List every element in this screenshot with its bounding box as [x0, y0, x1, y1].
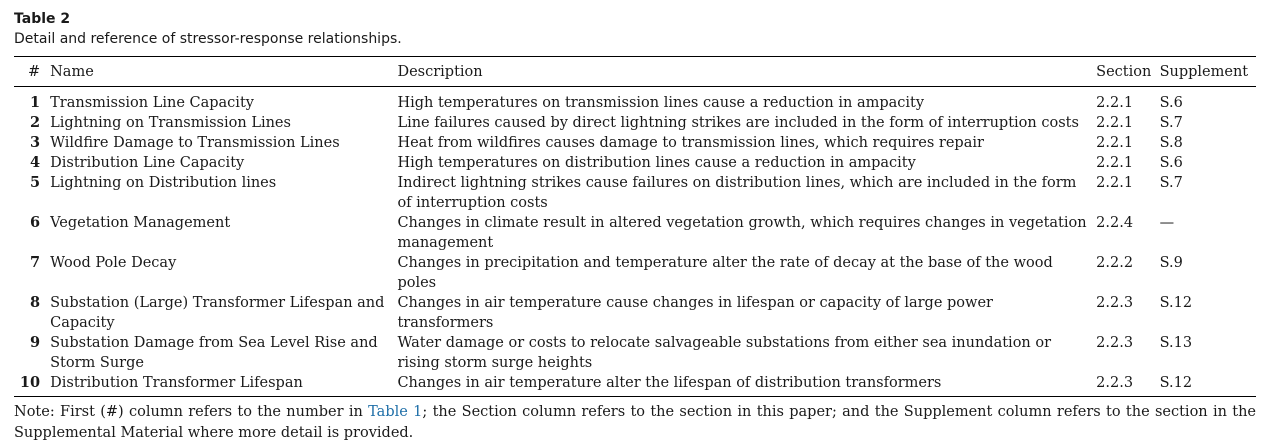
table-row: [14, 87, 1256, 114]
row-name: Distribution Transformer Lifespan: [50, 375, 303, 391]
table-header-row: [14, 57, 1256, 87]
table-row: [14, 293, 1256, 333]
row-section: 2.2.1: [1096, 135, 1134, 151]
table-label: Table 2: [14, 11, 71, 27]
row-num: 8: [30, 294, 41, 311]
row-num: 10: [19, 374, 41, 391]
row-description: Indirect lightning strikes cause failures on distribution lines, which are included in the form of interruption costs: [397, 175, 1077, 211]
row-description: High temperatures on transmission lines cause a reduction in ampacity: [397, 95, 925, 111]
row-supplement: S.6: [1159, 155, 1183, 171]
row-description: Line failures caused by direct lightning strikes are included in the form of interruption costs: [397, 115, 1079, 131]
header-section: Section: [1092, 57, 1155, 87]
row-description: Changes in climate result in altered vegetation growth, which requires changes in vegetation management: [397, 215, 1087, 251]
table-row: [14, 213, 1256, 253]
row-num: 9: [30, 334, 41, 351]
row-num: 3: [30, 134, 41, 151]
row-name: Transmission Line Capacity: [50, 95, 254, 111]
row-section: 2.2.2: [1096, 255, 1134, 271]
row-name: Lightning on Transmission Lines: [50, 115, 291, 131]
row-section: 2.2.1: [1096, 155, 1134, 171]
row-supplement: —: [1159, 215, 1175, 231]
row-num: 6: [30, 214, 41, 231]
note-prefix: Note: First (#) column refers to the number in: [14, 404, 369, 420]
row-supplement: S.12: [1159, 295, 1193, 311]
row-section: 2.2.1: [1096, 95, 1134, 111]
row-name: Wood Pole Decay: [50, 255, 177, 271]
row-description: Changes in air temperature alter the lifespan of distribution transformers: [397, 375, 942, 391]
row-description: High temperatures on distribution lines cause a reduction in ampacity: [397, 155, 916, 171]
table-row: [14, 133, 1256, 153]
row-description: Changes in air temperature cause changes in lifespan or capacity of large power transformers: [397, 295, 993, 331]
row-section: 2.2.4: [1096, 215, 1134, 231]
table-caption: Detail and reference of stressor-response relationships.: [14, 31, 402, 47]
table-bottom-rule: [14, 396, 1256, 397]
row-section: 2.2.3: [1096, 335, 1134, 351]
row-section: 2.2.3: [1096, 375, 1134, 391]
row-supplement: S.9: [1159, 255, 1183, 271]
row-supplement: S.7: [1159, 115, 1183, 131]
row-num: 4: [30, 154, 41, 171]
row-name: Substation Damage from Sea Level Rise and Storm Surge: [50, 335, 378, 371]
table-note: [14, 402, 1256, 444]
header-name: Name: [46, 57, 393, 87]
row-name: Substation (Large) Transformer Lifespan and Capacity: [50, 295, 385, 331]
header-num: #: [14, 57, 46, 87]
row-supplement: S.12: [1159, 375, 1193, 391]
table-row: [14, 173, 1256, 213]
table-row: [14, 113, 1256, 133]
row-section: 2.2.3: [1096, 295, 1134, 311]
table-row: [14, 333, 1256, 373]
row-num: 1: [30, 94, 41, 111]
row-name: Wildfire Damage to Transmission Lines: [50, 135, 340, 151]
row-name: Vegetation Management: [50, 215, 231, 231]
row-description: Changes in precipitation and temperature alter the rate of decay at the base of the wood poles: [397, 255, 1053, 291]
table-row: [14, 253, 1256, 293]
row-section: 2.2.1: [1096, 175, 1134, 191]
table-1-link[interactable]: Table 1: [368, 404, 423, 420]
note-suffix: ; the Section column refers to the section in this paper; and the Supplement column refers to the section in the Supplemental Material where more detail is provided.: [14, 404, 1256, 441]
row-name: Distribution Line Capacity: [50, 155, 245, 171]
row-description: Heat from wildfires causes damage to transmission lines, which requires repair: [397, 135, 984, 151]
row-section: 2.2.1: [1096, 115, 1134, 131]
row-supplement: S.13: [1159, 335, 1193, 351]
row-description: Water damage or costs to relocate salvageable substations from either sea inundation or rising storm surge heights: [397, 335, 1052, 371]
row-supplement: S.6: [1159, 95, 1183, 111]
header-description: Description: [393, 57, 1092, 87]
stressor-response-table: [14, 56, 1256, 396]
header-supplement: Supplement: [1156, 57, 1256, 87]
row-supplement: S.7: [1159, 175, 1183, 191]
row-num: 2: [30, 114, 41, 131]
row-num: 7: [30, 254, 41, 271]
row-name: Lightning on Distribution lines: [50, 175, 277, 191]
row-num: 5: [30, 174, 41, 191]
table-row: [14, 373, 1256, 396]
row-supplement: S.8: [1159, 135, 1183, 151]
table-row: [14, 153, 1256, 173]
